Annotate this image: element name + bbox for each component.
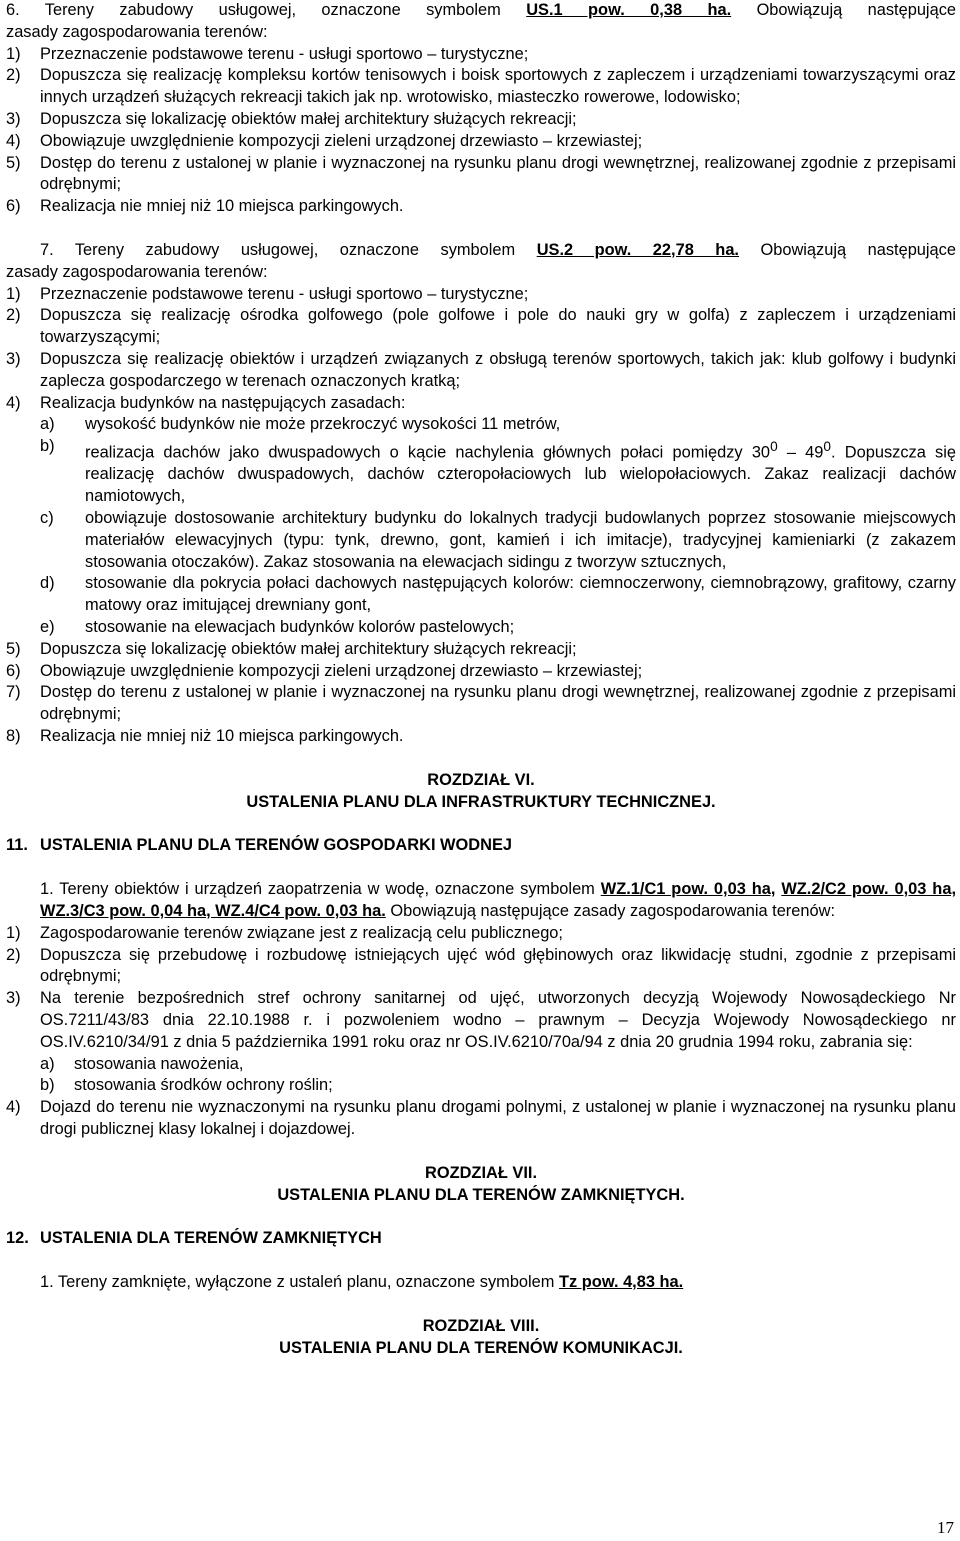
section-6-intro: 6. Tereny zabudowy usługowej, oznaczone symbolem xyxy=(6,1,501,19)
section-7-heading xyxy=(6,240,956,262)
document-page xyxy=(6,0,956,1360)
section-6-symbol: US.1 pow. 0,38 ha. xyxy=(526,1,732,19)
chapter-6-subtitle: USTALENIA PLANU DLA INFRASTRUKTURY TECHNICZNEJ. xyxy=(246,792,716,811)
list-item: 5) Dostęp do terenu z ustalonej w planie i wyznaczonej na rysunku planu drogi wewnętrznej, realizowanej zgodnie z przepisami odrębnymi; xyxy=(6,153,956,194)
list-item: 2) Dopuszcza się realizację ośrodka golfowego (pole golfowe i pole do nauki gry w golfa) z zapleczem i urządzeniami towarzyszącymi; xyxy=(6,306,956,347)
section-7-symbol: US.2 pow. 22,78 ha. xyxy=(536,240,739,259)
list-item: 1) Zagospodarowanie terenów związane jest z realizacją celu publicznego; xyxy=(6,923,563,942)
list-item: 1) Przeznaczenie podstawowe terenu - usługi sportowo – turystyczne; xyxy=(6,284,529,303)
sub-list-item: a) stosowania nawożenia, xyxy=(40,1054,244,1073)
list-item: 1) Przeznaczenie podstawowe terenu - usługi sportowo – turystyczne; xyxy=(6,44,529,63)
section-7-cont: zasady zagospodarowania terenów: xyxy=(6,262,268,281)
list-item: 3) Na terenie bezpośrednich stref ochrony sanitarnej od ujęć, utworzonych decyzją Wojewody Nowosądeckiego Nr OS.7211/43/83 dnia 22.10.1988 r. i pozwoleniem wodno – prawnym – Decyzja Wojewody Nowosądeckiego nr OS.IV.6210/34/91 z dnia 5 października 1991 roku oraz nr OS.IV.6210/70a/94 z dnia 20 grudnia 1994 roku, zabrania się: xyxy=(6,989,956,1051)
heading-12: 12. USTALENIA DLA TERENÓW ZAMKNIĘTYCH xyxy=(6,1229,382,1248)
list-item: 6) Obowiązuje uwzględnienie kompozycji zieleni urządzonej drzewiasto – krzewiastej; xyxy=(6,661,643,680)
list-item: 4) Realizacja budynków na następujących zasadach: xyxy=(6,393,406,412)
chapter-6-title: ROZDZIAŁ VI. xyxy=(427,770,535,789)
section-6-heading xyxy=(6,0,956,22)
heading-11: 11. USTALENIA PLANU DLA TERENÓW GOSPODARKI WODNEJ xyxy=(6,836,512,855)
section-7-rest: Obowiązują następujące xyxy=(760,240,956,259)
list-item: 3) Dopuszcza się realizację obiektów i urządzeń związanych z obsługą terenów sportowych, takich jak: klub golfowy i budynki zaplecza gospodarczego w terenach oznaczonych kratką; xyxy=(6,349,956,390)
list-item: 8) Realizacja nie mniej niż 10 miejsca parkingowych. xyxy=(6,726,404,745)
list-item: 3) Dopuszcza się lokalizację obiektów małej architektury służących rekreacji; xyxy=(6,109,577,128)
page-number: 17 xyxy=(937,1518,954,1537)
list-item: 5) Dopuszcza się lokalizację obiektów małej architektury służących rekreacji; xyxy=(6,639,577,658)
sub-list-item: b) realizacja dachów jako dwuspadowych o kącie nachylenia głównych połaci pomiędzy $30^0 - 49^0$. Dopuszcza się realizację dachów dwuspadowych, dachów czteropołaciowych lub wielopołaciowych. Zakaz realizacji dachów namiotowych, xyxy=(40,437,956,506)
list-item: 2) Dopuszcza się realizację kompleksu kortów tenisowych i boisk sportowych z zapleczem i urządzeniami towarzyszącymi oraz innych urządzeń służących rekreacji takich jak np. wrotowisko, miasteczko rowerowe, lodowisko; xyxy=(6,66,956,107)
sub-list-item: c) obowiązuje dostosowanie architektury budynku do lokalnych tradycji budowlanych poprzez stosowanie miejscowych materiałów elewacyjnych (typu: tynk, drewno, gont, kamień i ich imitacje), tradycyjnej kamieniarki (z zakazem stosowania otoczaków). Zakaz stosowania na elewacjach sidingu z tworzyw sztucznych, xyxy=(40,509,956,571)
sub-list-item: a) wysokość budynków nie może przekroczyć wysokości 11 metrów, xyxy=(40,415,561,434)
section-6-cont: zasady zagospodarowania terenów: xyxy=(6,22,268,41)
section-7-intro: 7. Tereny zabudowy usługowej, oznaczone symbolem xyxy=(40,240,516,259)
chapter-8-subtitle: USTALENIA PLANU DLA TERENÓW KOMUNIKACJI. xyxy=(279,1338,683,1357)
sub-list-item: b) stosowania środków ochrony roślin; xyxy=(40,1076,333,1095)
sub-list-item: d) stosowanie dla pokrycia połaci dachowych następujących kolorów: ciemnoczerwony, ciemnobrązowy, grafitowy, czarny matowy oraz imitującej drewniany gont, xyxy=(40,574,956,615)
section-12-item: 1. Tereny zamknięte, wyłączone z ustaleń planu, oznaczone symbolem Tz pow. 4,83 ha. xyxy=(40,1273,684,1292)
list-item: 4) Obowiązuje uwzględnienie kompozycji zieleni urządzonej drzewiasto – krzewiastej; xyxy=(6,131,643,150)
sub-list-item: e) stosowanie na elewacjach budynków kolorów pastelowych; xyxy=(40,617,515,636)
section-6-rest: Obowiązują następujące xyxy=(756,1,957,19)
section-11-heading: 1. Tereny obiektów i urządzeń zaopatrzenia w wodę, oznaczone symbolem WZ.1/C1 pow. 0,03 ha, WZ.2/C2 pow. 0,03 ha, WZ.3/C3 pow. 0,04 ha, WZ.4/C4 pow. 0,03 ha. Obowiązują następujące zasady zagospodarowania terenów: xyxy=(40,880,956,920)
chapter-8-title: ROZDZIAŁ VIII. xyxy=(422,1316,540,1335)
chapter-7-subtitle: USTALENIA PLANU DLA TERENÓW ZAMKNIĘTYCH. xyxy=(277,1185,685,1204)
chapter-7-title: ROZDZIAŁ VII. xyxy=(425,1163,537,1182)
list-item: 7) Dostęp do terenu z ustalonej w planie i wyznaczonej na rysunku planu drogi wewnętrznej, realizowanej zgodnie z przepisami odrębnymi; xyxy=(6,683,956,724)
list-item: 6) Realizacja nie mniej niż 10 miejsca parkingowych. xyxy=(6,197,404,216)
list-item: 4) Dojazd do terenu nie wyznaczonymi na rysunku planu drogami polnymi, z ustalonej w planie i wyznaczonej na rysunku planu drogi publicznej klasy lokalnej i dojazdowej. xyxy=(6,1098,956,1138)
list-item: 2) Dopuszcza się przebudowę i rozbudowę istniejących ujęć wód głębinowych oraz likwidację studni, zgodnie z przepisami odrębnymi; xyxy=(6,945,956,986)
